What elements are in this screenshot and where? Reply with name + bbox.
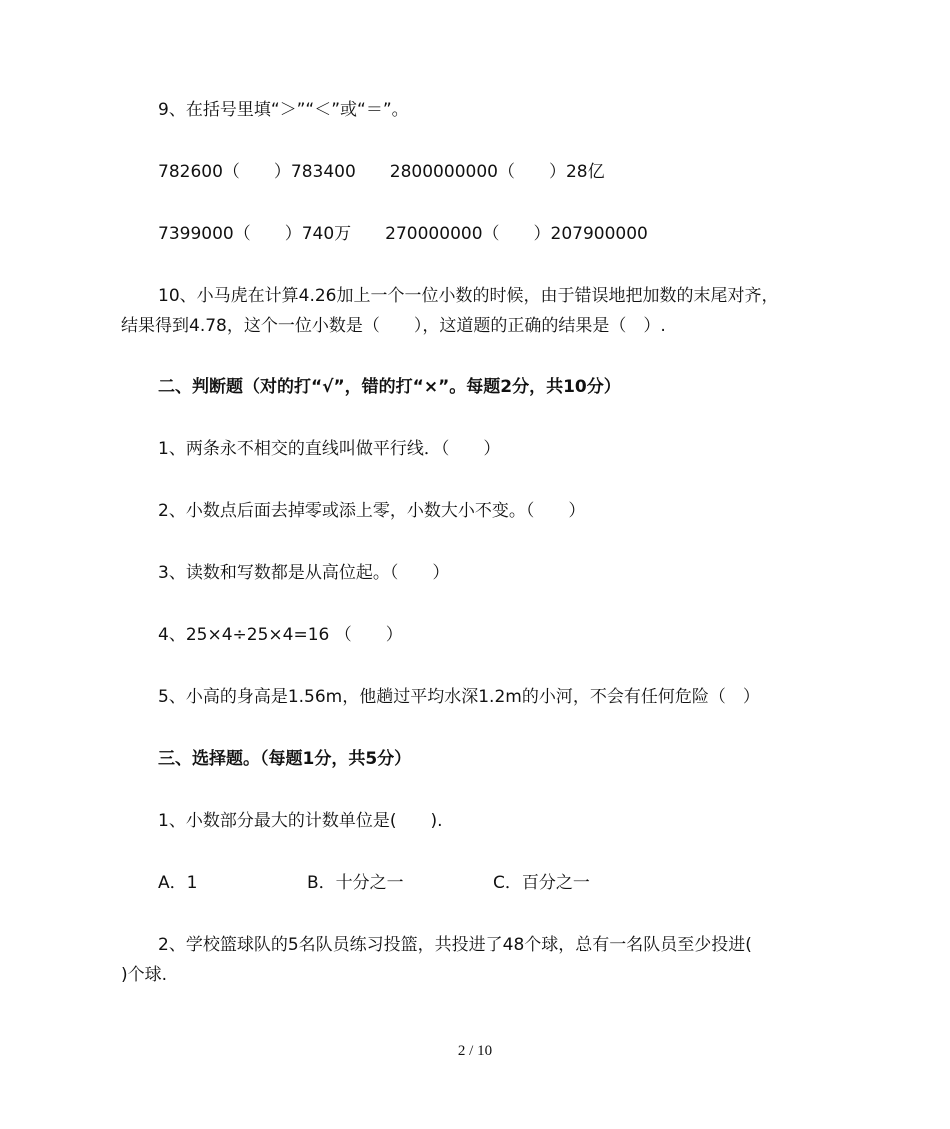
comparison-item: 782600（ ）783400 bbox=[158, 162, 356, 182]
option-a: A．1 bbox=[158, 873, 198, 893]
judge-item-2: 2、小数点后面去掉零或添上零，小数大小不变。（ ） bbox=[158, 501, 586, 521]
question-9-row-1 bbox=[158, 161, 605, 183]
comparison-item: 2800000000（ ）28亿 bbox=[389, 162, 605, 182]
judge-section-heading: 二、判断题（对的打“√”，错的打“×”。每题2分，共10分） bbox=[158, 377, 621, 397]
judge-item-3: 3、读数和写数都是从高位起。（ ） bbox=[158, 563, 450, 583]
option-b: B．十分之一 bbox=[307, 873, 404, 893]
option-c: C．百分之一 bbox=[493, 873, 590, 893]
question-10-line-1: 10、小马虎在计算4.26加上一个一位小数的时候，由于错误地把加数的末尾对齐， bbox=[158, 286, 779, 306]
comparison-item: 7399000（ ）740万 bbox=[158, 224, 352, 244]
judge-item-4: 4、25×4÷25×4=16 （ ） bbox=[158, 625, 403, 645]
choice-question-2-line-1: 2、学校篮球队的5名队员练习投篮，共投进了48个球，总有一名队员至少投进( bbox=[158, 935, 752, 955]
choice-section-heading: 三、选择题。（每题1分，共5分） bbox=[158, 749, 412, 769]
question-9-row-2 bbox=[158, 223, 648, 245]
question-9-stem: 9、在括号里填“＞”“＜”或“＝”。 bbox=[158, 100, 409, 120]
comparison-item: 270000000（ ）207900000 bbox=[385, 224, 648, 244]
question-10-line-2: 结果得到4.78，这个一位小数是（ ），这道题的正确的结果是（ ）. bbox=[121, 316, 666, 336]
judge-item-5: 5、小高的身高是1.56m，他趟过平均水深1.2m的小河，不会有任何危险（ ） bbox=[158, 687, 760, 707]
judge-item-1: 1、两条永不相交的直线叫做平行线．（ ） bbox=[158, 439, 501, 459]
page-number: 2 / 10 bbox=[457, 1043, 493, 1059]
choice-question-2-line-2: )个球. bbox=[121, 965, 168, 985]
choice-question-1-stem: 1、小数部分最大的计数单位是( ). bbox=[158, 811, 443, 831]
